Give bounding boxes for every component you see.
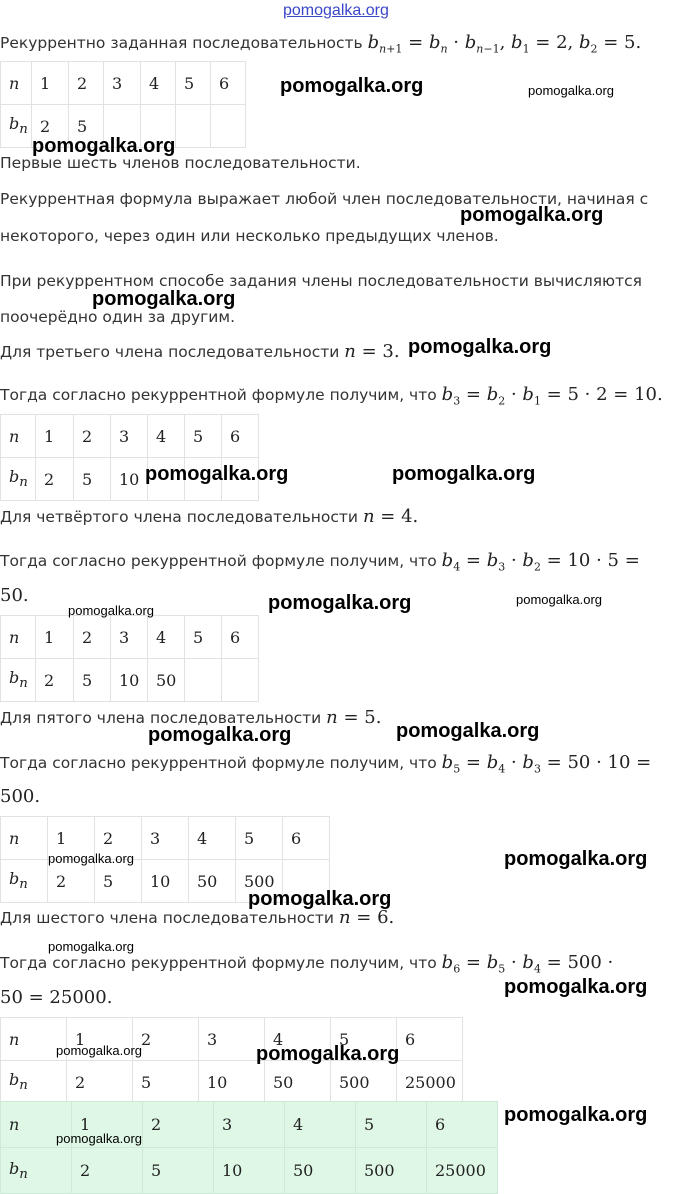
table-value-cell: [222, 659, 259, 702]
intro-text: Рекуррентно заданная последовательность: [0, 34, 363, 52]
table-value-cell: 5: [69, 105, 104, 148]
table-label-n: n: [1, 817, 48, 860]
step-3-heading: Для третьего члена последовательности n = 3.: [0, 341, 400, 362]
watermark: pomogalka.org: [92, 288, 236, 310]
sequence-table-3: [0, 615, 259, 702]
table-index-cell: 2: [95, 817, 142, 860]
table-index-cell: 6: [283, 817, 330, 860]
table-index-cell: 3: [199, 1018, 265, 1061]
table-index-cell: 4: [148, 616, 185, 659]
table-index-cell: 3: [142, 817, 189, 860]
table-value-cell: 50: [189, 860, 236, 903]
table-index-cell: 5: [356, 1102, 427, 1148]
table-index-cell: 3: [111, 415, 148, 458]
table-value-cell: 2: [72, 1148, 143, 1194]
table-index-cell: 3: [214, 1102, 285, 1148]
table-value-cell: [176, 105, 211, 148]
watermark: pomogalka.org: [408, 336, 552, 358]
watermark: pomogalka.org: [396, 720, 540, 742]
table-index-cell: 5: [185, 616, 222, 659]
table-index-cell: 4: [285, 1102, 356, 1148]
watermark: pomogalka.org: [48, 851, 134, 866]
step-4-heading: Для четвёртого члена последовательности n = 4.: [0, 506, 419, 527]
step-5-calc: Тогда согласно рекуррентной формуле получим, что $b_5 = b_4 \cdot b_3 = 50 \cdot 10$ =: [0, 752, 652, 776]
table-index-cell: 5: [331, 1018, 397, 1061]
table-value-cell: [211, 105, 246, 148]
table-value-cell: 25000: [397, 1061, 463, 1104]
table-index-cell: 1: [32, 62, 69, 105]
watermark: pomogalka.org: [68, 603, 154, 618]
table-value-cell: 10: [111, 659, 148, 702]
table-label-n: n: [1, 1018, 67, 1061]
table-label-bn: $b_n$: [1, 458, 36, 501]
step-3-calc: Тогда согласно рекуррентной формуле получим, что $b_3 = b_2 \cdot b_1 = 5 \cdot 2 = 10$.: [0, 384, 663, 408]
table-value-cell: 10: [199, 1061, 265, 1104]
table-index-cell: 3: [104, 62, 141, 105]
table-index-cell: 6: [211, 62, 246, 105]
table-value-cell: 2: [48, 860, 95, 903]
formula-definition-line-2: некоторого, через один или несколько предыдущих членов.: [0, 227, 499, 245]
watermark: pomogalka.org: [56, 1131, 142, 1146]
table-index-cell: 2: [74, 616, 111, 659]
step-4-calc: Тогда согласно рекуррентной формуле получим, что $b_4 = b_3 \cdot b_2 = 10 \cdot 5$ =: [0, 550, 640, 574]
intro-line: [0, 32, 641, 56]
table-index-cell: 3: [111, 616, 148, 659]
watermark: pomogalka.org: [528, 83, 614, 98]
result-table: [0, 1101, 498, 1194]
table-label-bn: $b_n$: [1, 105, 32, 148]
table-index-cell: 4: [148, 415, 185, 458]
table-value-cell: 5: [133, 1061, 199, 1104]
table-index-cell: 5: [185, 415, 222, 458]
table-header-row: [1, 616, 259, 659]
table-value-cell: [185, 659, 222, 702]
table-label-bn: $b_n$: [1, 1148, 72, 1194]
table-row: [1, 1148, 498, 1194]
table-value-cell: 5: [74, 659, 111, 702]
watermark: pomogalka.org: [516, 592, 602, 607]
table-label-bn: $b_n$: [1, 1061, 67, 1104]
recurrent-method-line-2: поочерёдно один за другим.: [0, 308, 235, 326]
table-value-cell: 5: [74, 458, 111, 501]
table-index-cell: 1: [36, 415, 74, 458]
table-index-cell: 1: [36, 616, 74, 659]
table-index-cell: 6: [397, 1018, 463, 1061]
header-link[interactable]: pomogalka.org: [283, 2, 389, 19]
table-label-n: n: [1, 415, 36, 458]
table-value-cell: 10: [111, 458, 148, 501]
table-value-cell: 25000: [427, 1148, 498, 1194]
table-index-cell: 1: [48, 817, 95, 860]
table-row: [1, 659, 259, 702]
table-value-cell: 5: [95, 860, 142, 903]
watermark: pomogalka.org: [145, 463, 289, 485]
table-row: [1, 1061, 463, 1104]
table-value-cell: 10: [214, 1148, 285, 1194]
table-index-cell: 1: [72, 1102, 143, 1148]
table-label-n: n: [1, 62, 32, 105]
step-6-calc-cont: 50 = 25000.: [0, 987, 113, 1008]
watermark: pomogalka.org: [280, 75, 424, 97]
watermark: pomogalka.org: [504, 848, 648, 870]
step-5-calc-cont: 500.: [0, 786, 41, 807]
table-index-cell: 4: [141, 62, 176, 105]
watermark: pomogalka.org: [504, 1104, 648, 1126]
watermark: pomogalka.org: [392, 463, 536, 485]
table-value-cell: 2: [36, 458, 74, 501]
table-index-cell: 4: [189, 817, 236, 860]
table-value-cell: 2: [32, 105, 69, 148]
table-index-cell: 6: [222, 616, 259, 659]
table-value-cell: 500: [356, 1148, 427, 1194]
table-index-cell: 2: [143, 1102, 214, 1148]
table-value-cell: 5: [143, 1148, 214, 1194]
step-6-calc: Тогда согласно рекуррентной формуле получим, что $b_6 = b_5 \cdot b_4 = 500$ ·: [0, 952, 614, 976]
table-value-cell: 500: [236, 860, 283, 903]
watermark: pomogalka.org: [248, 888, 392, 910]
table-index-cell: 2: [133, 1018, 199, 1061]
table-header-row: [1, 415, 259, 458]
table-index-cell: 6: [222, 415, 259, 458]
watermark: pomogalka.org: [56, 1043, 142, 1058]
step-6-heading: Для шестого члена последовательности n = 6.: [0, 907, 395, 928]
table-value-cell: 50: [265, 1061, 331, 1104]
table-value-cell: 50: [148, 659, 185, 702]
watermark: pomogalka.org: [32, 135, 176, 157]
watermark: pomogalka.org: [460, 204, 604, 226]
table-index-cell: 6: [427, 1102, 498, 1148]
table-value-cell: 2: [67, 1061, 133, 1104]
recurrent-method-line-1: При рекуррентном способе задания члены последовательности вычисляются: [0, 272, 642, 290]
watermark: pomogalka.org: [256, 1043, 400, 1065]
table-header-row: [1, 62, 246, 105]
table-index-cell: 5: [236, 817, 283, 860]
table-value-cell: 500: [331, 1061, 397, 1104]
step-5-heading: Для пятого члена последовательности n = 5.: [0, 707, 382, 728]
sequence-table-2: [0, 414, 259, 501]
table-index-cell: 4: [265, 1018, 331, 1061]
table-index-cell: 1: [67, 1018, 133, 1061]
first-six-text: Первые шесть членов последовательности.: [0, 154, 361, 172]
table-index-cell: 5: [176, 62, 211, 105]
table-value-cell: 10: [142, 860, 189, 903]
step-4-calc-cont: 50.: [0, 585, 29, 606]
table-value-cell: 2: [36, 659, 74, 702]
table-label-bn: $b_n$: [1, 659, 36, 702]
watermark: pomogalka.org: [504, 976, 648, 998]
table-label-n: n: [1, 1102, 72, 1148]
table-index-cell: 2: [69, 62, 104, 105]
formula-definition-line-1: Рекуррентная формула выражает любой член последовательности, начиная с: [0, 190, 649, 208]
watermark: pomogalka.org: [268, 592, 412, 614]
table-index-cell: 2: [74, 415, 111, 458]
table-value-cell: 50: [285, 1148, 356, 1194]
watermark: pomogalka.org: [48, 939, 134, 954]
table-label-bn: $b_n$: [1, 860, 48, 903]
intro-formula: $b_{n+1} = b_n \cdot b_{n-1}$, $b_1 = 2$, $b_2 = 5$.: [367, 32, 642, 56]
table-label-n: n: [1, 616, 36, 659]
watermark: pomogalka.org: [148, 724, 292, 746]
